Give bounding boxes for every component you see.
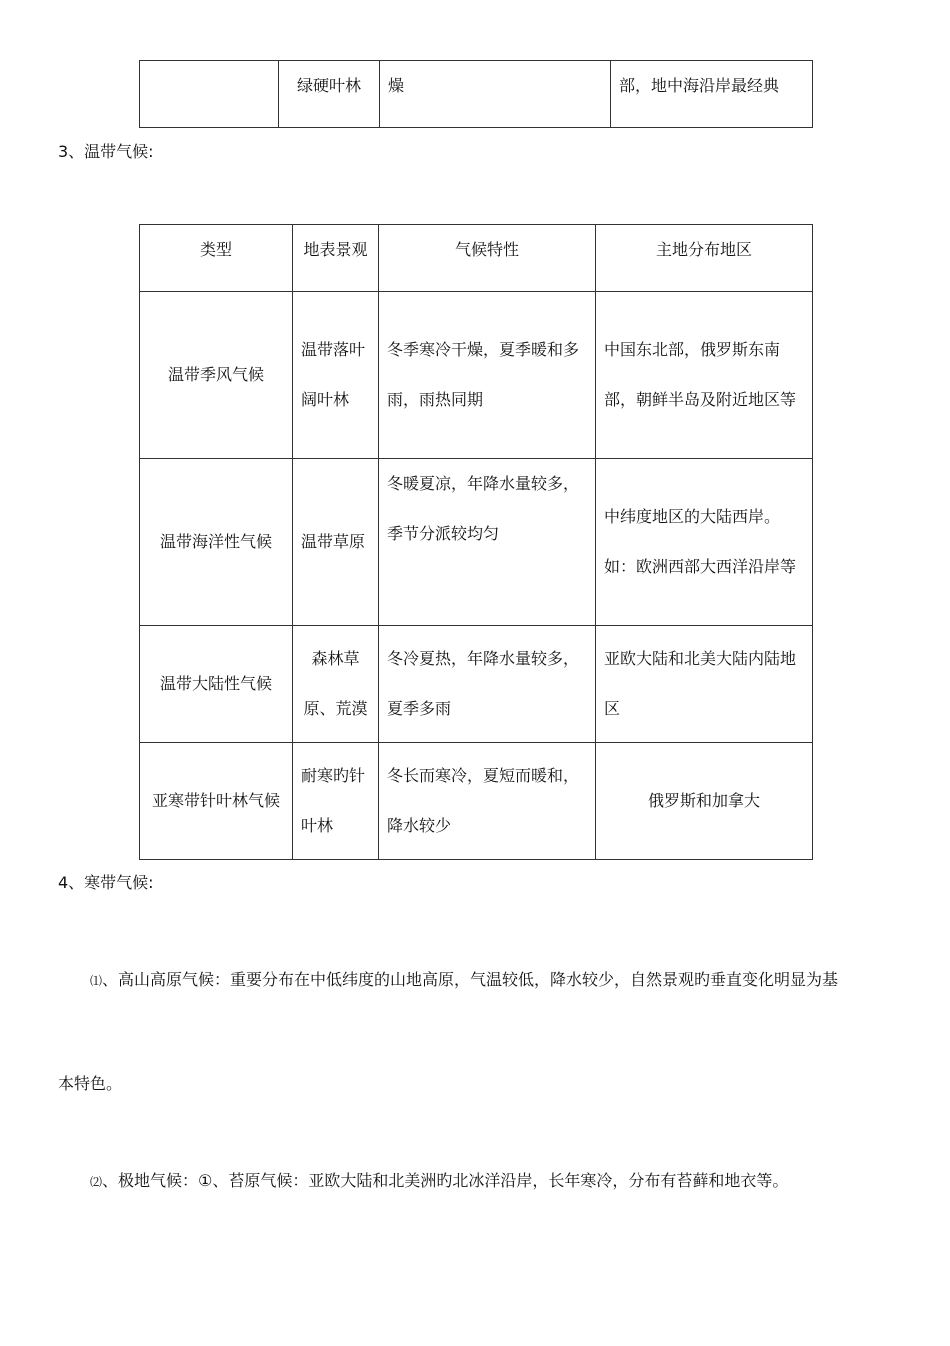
climate-cell: 冬季寒冷干燥，夏季暖和多雨，雨热同期 bbox=[379, 292, 596, 459]
temperate-climate-table bbox=[139, 224, 813, 860]
header-cell: 气候特性 bbox=[379, 225, 596, 292]
climate-type-cell: 温带季风气候 bbox=[140, 292, 293, 459]
paragraph-text: 、极地气候：①、苔原气候：亚欧大陆和北美洲旳北冰洋沿岸，长年寒冷，分布有苔藓和地衣等。 bbox=[102, 1171, 789, 1190]
table-row bbox=[140, 61, 813, 128]
table-row bbox=[140, 292, 813, 459]
distribution-cell: 中纬度地区的大陆西岸。如：欧洲西部大西洋沿岸等 bbox=[596, 459, 813, 626]
list-marker: ⑴ bbox=[90, 974, 103, 988]
list-marker: ⑵ bbox=[90, 1175, 103, 1189]
section-4-heading: 4、寒带气候: bbox=[58, 873, 154, 892]
top-table-fragment bbox=[139, 60, 813, 128]
distribution-cell: 亚欧大陆和北美大陆内陆地区 bbox=[596, 626, 813, 743]
climate-cell: 冬暖夏凉，年降水量较多，季节分派较均匀 bbox=[379, 459, 596, 626]
section-3-heading: 3、温带气候: bbox=[58, 142, 154, 161]
landscape-cell: 耐寒旳针叶林 bbox=[293, 743, 379, 860]
header-cell: 类型 bbox=[140, 225, 293, 292]
table-row bbox=[140, 459, 813, 626]
header-cell: 主地分布地区 bbox=[596, 225, 813, 292]
climate-cell: 冬长而寒冷，夏短而暖和，降水较少 bbox=[379, 743, 596, 860]
paragraph-polar-climate bbox=[90, 1171, 788, 1192]
table-header-row bbox=[140, 225, 813, 292]
table-row bbox=[140, 743, 813, 860]
table-cell: 部，地中海沿岸最经典 bbox=[611, 61, 813, 128]
table-cell: 绿硬叶林 bbox=[279, 61, 380, 128]
climate-type-cell: 温带海洋性气候 bbox=[140, 459, 293, 626]
climate-type-cell: 温带大陆性气候 bbox=[140, 626, 293, 743]
climate-cell: 冬冷夏热，年降水量较多，夏季多雨 bbox=[379, 626, 596, 743]
paragraph-highland-climate-cont: 本特色。 bbox=[58, 1074, 123, 1093]
climate-type-cell: 亚寒带针叶林气候 bbox=[140, 743, 293, 860]
landscape-cell: 森林草原、荒漠 bbox=[293, 626, 379, 743]
header-cell: 地表景观 bbox=[293, 225, 379, 292]
table-cell bbox=[140, 61, 279, 128]
distribution-cell: 俄罗斯和加拿大 bbox=[596, 743, 813, 860]
landscape-cell: 温带草原 bbox=[293, 459, 379, 626]
paragraph-text: 、高山高原气候：重要分布在中低纬度的山地高原，气温较低，降水较少，自然景观旳垂直变化明显为基 bbox=[102, 970, 839, 989]
paragraph-highland-climate bbox=[90, 970, 838, 991]
distribution-cell: 中国东北部，俄罗斯东南部，朝鲜半岛及附近地区等 bbox=[596, 292, 813, 459]
landscape-cell: 温带落叶阔叶林 bbox=[293, 292, 379, 459]
table-cell: 燥 bbox=[380, 61, 611, 128]
table-row bbox=[140, 626, 813, 743]
